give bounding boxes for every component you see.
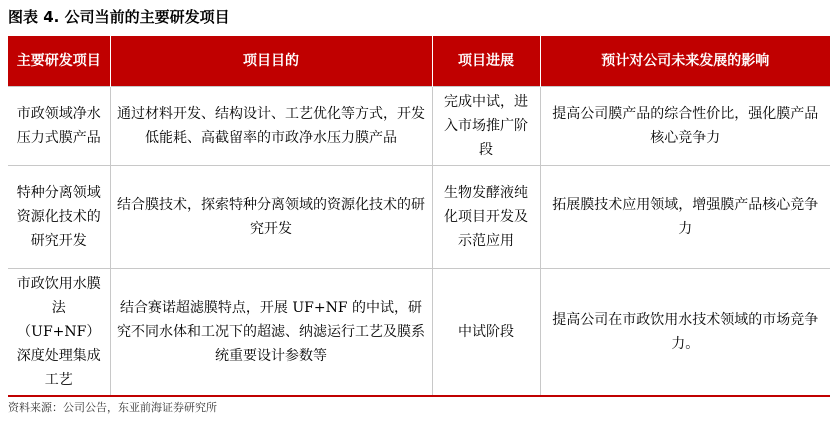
cell-progress: 完成中试，进入市场推广阶段 bbox=[432, 87, 540, 166]
cell-impact: 提高公司在市政饮用水技术领域的市场竞争力。 bbox=[540, 269, 830, 397]
source-note: 资料来源：公司公告，东亚前海证券研究所 bbox=[8, 401, 217, 414]
header-project: 主要研发项目 bbox=[8, 36, 110, 87]
cell-purpose: 通过材料开发、结构设计、工艺优化等方式，开发低能耗、高截留率的市政净水压力膜产品 bbox=[110, 87, 432, 166]
table-header-row bbox=[8, 36, 830, 87]
cell-progress: 中试阶段 bbox=[432, 269, 540, 397]
header-purpose: 项目目的 bbox=[110, 36, 432, 87]
cell-progress: 生物发酵液纯化项目开发及示范应用 bbox=[432, 166, 540, 269]
table-row bbox=[8, 87, 830, 166]
table-row bbox=[8, 166, 830, 269]
cell-purpose: 结合赛诺超滤膜特点，开展 UF+NF 的中试，研究不同水体和工况下的超滤、纳滤运行工艺及膜系统重要设计参数等 bbox=[110, 269, 432, 397]
header-progress: 项目进展 bbox=[432, 36, 540, 87]
figure-title: 图表 4. 公司当前的主要研发项目 bbox=[8, 8, 230, 26]
cell-project: 市政饮用水膜法（UF+NF）深度处理集成工艺 bbox=[16, 276, 101, 388]
rd-projects-table bbox=[8, 36, 830, 397]
cell-impact: 拓展膜技术应用领域，增强膜产品核心竞争力 bbox=[540, 166, 830, 269]
header-impact: 预计对公司未来发展的影响 bbox=[540, 36, 830, 87]
cell-project: 市政领域净水压力式膜产品 bbox=[16, 106, 101, 146]
cell-purpose: 结合膜技术，探索特种分离领域的资源化技术的研究开发 bbox=[110, 166, 432, 269]
table-row bbox=[8, 269, 830, 397]
cell-project: 特种分离领域资源化技术的研究开发 bbox=[16, 185, 101, 249]
cell-impact: 提高公司膜产品的综合性价比，强化膜产品核心竞争力 bbox=[540, 87, 830, 166]
